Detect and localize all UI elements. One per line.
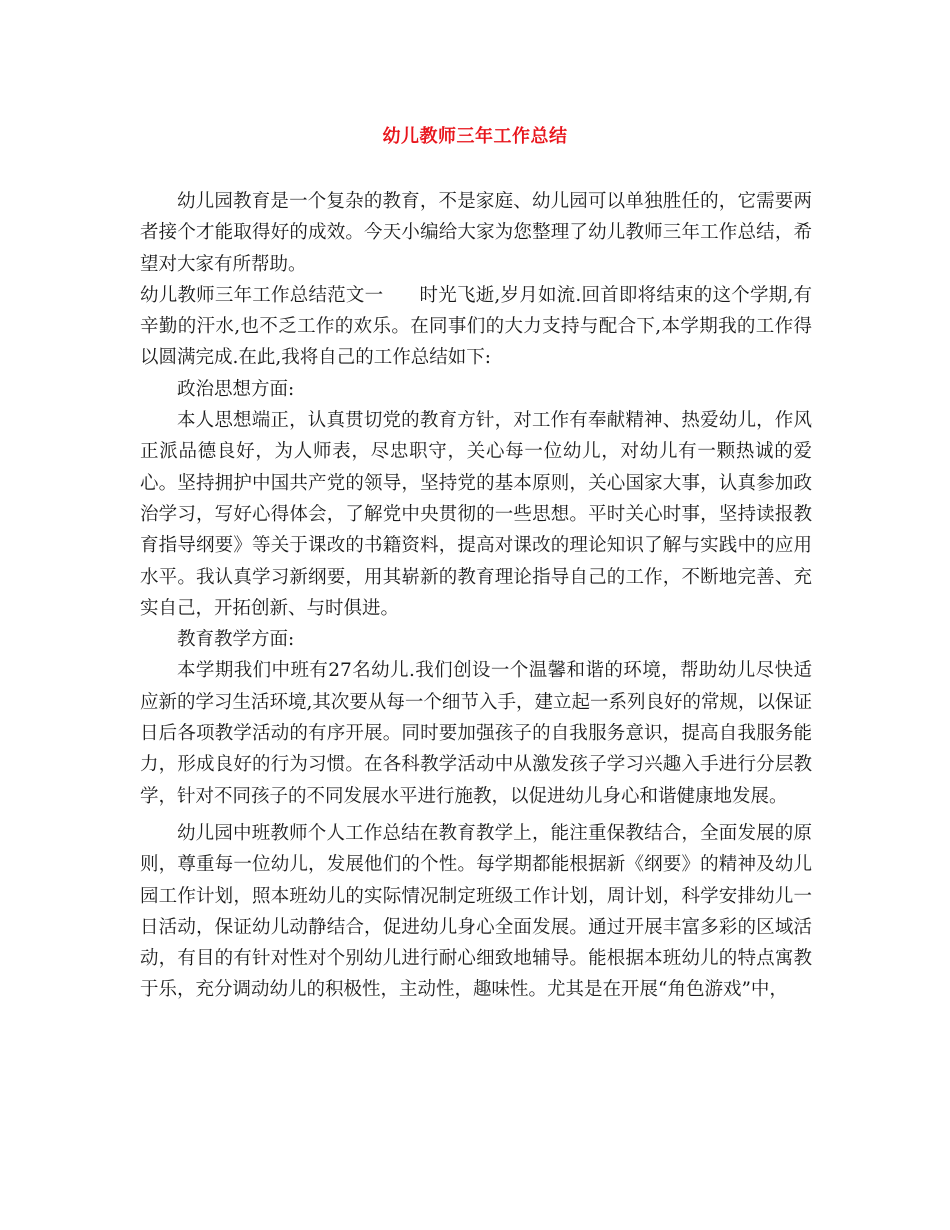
section-text-middle-class: 幼儿园中班教师个人工作总结在教育教学上，能注重保教结合，全面发展的原则，尊重每一位幼儿，发展他们的个性。每学期都能根据新《纲要》的精神及幼儿园工作计划，照本班幼儿的实际情况制定班级工作计划，周计划，科学安排幼儿一日活动，保证幼儿动静结合，促进幼儿身心全面发展。通过开展丰富多彩的区域活动，有目的有针对性对个别幼儿进行耐心细致地辅导。能根据本班幼儿的特点寓教于乐，充分调动幼儿的积极性，主动性，趣味性。尤其是在开展“角色游戏”中， xyxy=(140,822,812,1001)
section-text-teaching: 本学期我们中班有27名幼儿.我们创设一个温馨和谐的环境，帮助幼儿尽快适应新的学习生活环境,其次要从每一个细节入手，建立起一系列良好的常规，以保证日后各项教学活动的有序开展。同时要加强孩子的自我服务意识，提高自我服务能力，形成良好的行为习惯。在各科教学活动中从激发孩子学习兴趣入手进行分层教学，针对不同孩子的不同发展水平进行施教，以促进幼儿身心和谐健康地发展。 xyxy=(140,660,812,807)
sample-opening: 时光飞逝,岁月如流.回首即将结束的这个学期,有辛勤的汗水,也不乏工作的欢乐。在同事们的大力支持与配合下,本学期我的工作得以圆满完成.在此,我将自己的工作总结如下: xyxy=(140,284,812,369)
section-text-politics: 本人思想端正，认真贯切党的教育方针，对工作有奉献精神、热爱幼儿，作风正派品德良好，为人师表，尽忠职守，关心每一位幼儿，对幼儿有一颗热诚的爱心。坚持拥护中国共产党的领导，坚持党的基本原则，关心国家大事，认真参加政治学习，写好心得体会，了解党中央贯彻的一些思想。平时关心时事，坚持读报教育指导纲要》等关于课改的书籍资料，提高对课改的理论知识了解与实践中的应用水平。我认真学习新纲要，用其崭新的教育理论指导自己的工作，不断地完善、充实自己，开拓创新、与时俱进。 xyxy=(140,410,812,619)
document-body xyxy=(140,186,812,1006)
sample-heading: 幼儿教师三年工作总结范文一 xyxy=(140,284,384,306)
section-heading-teaching: 教育教学方面: xyxy=(177,629,295,651)
document-title: 幼儿教师三年工作总结 xyxy=(382,126,568,147)
intro-paragraph: 幼儿园教育是一个复杂的教育，不是家庭、幼儿园可以单独胜任的，它需要两者接个才能取得好的成效。今天小编给大家为您整理了幼儿教师三年工作总结，希望对大家有所帮助。 xyxy=(140,191,812,275)
section-heading-politics: 政治思想方面: xyxy=(177,378,295,400)
sample-paragraph xyxy=(140,280,812,374)
